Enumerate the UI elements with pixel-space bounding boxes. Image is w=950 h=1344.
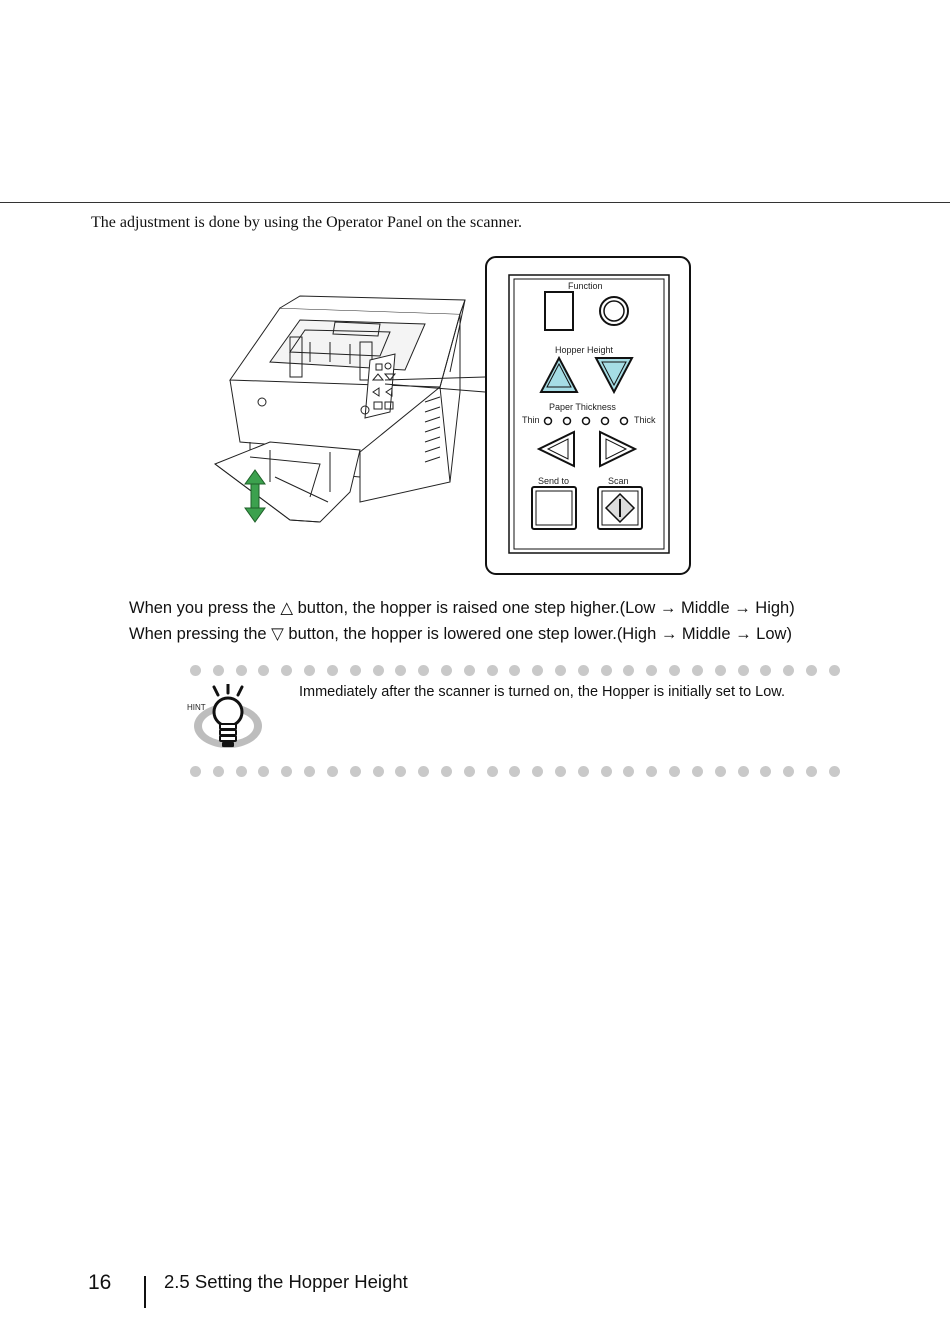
scanner-figure <box>210 252 700 582</box>
lower-description: When pressing the ▽ button, the hopper is lowered one step lower.(High → Middle → Low) <box>129 625 792 643</box>
function-button <box>545 292 573 330</box>
send-to-label: Send to <box>538 476 570 486</box>
intro-text: The adjustment is done by using the Operator Panel on the scanner. <box>91 214 523 231</box>
scan-label: Scan <box>608 476 629 486</box>
hint-bottom-divider <box>190 766 840 778</box>
paper-thickness-label: Paper Thickness <box>549 402 616 412</box>
scanner-illustration <box>210 252 700 582</box>
hint-top-divider <box>190 665 840 677</box>
footer-divider <box>144 1276 146 1308</box>
hint-lightbulb-icon <box>184 684 266 756</box>
send-to-button <box>532 487 576 529</box>
hint-label: HINT <box>187 703 206 712</box>
thin-label: Thin <box>522 415 540 425</box>
function-label: Function <box>568 281 603 291</box>
thick-label: Thick <box>634 415 656 425</box>
section-title: 2.5 Setting the Hopper Height <box>164 1271 408 1292</box>
page-number: 16 <box>88 1271 112 1294</box>
hint-text: Immediately after the scanner is turned on, the Hopper is initially set to Low. <box>299 684 785 700</box>
top-rule <box>0 202 950 203</box>
hopper-height-label: Hopper Height <box>555 345 614 355</box>
raise-description: When you press the △ button, the hopper is raised one step higher.(Low → Middle → High) <box>129 599 795 617</box>
